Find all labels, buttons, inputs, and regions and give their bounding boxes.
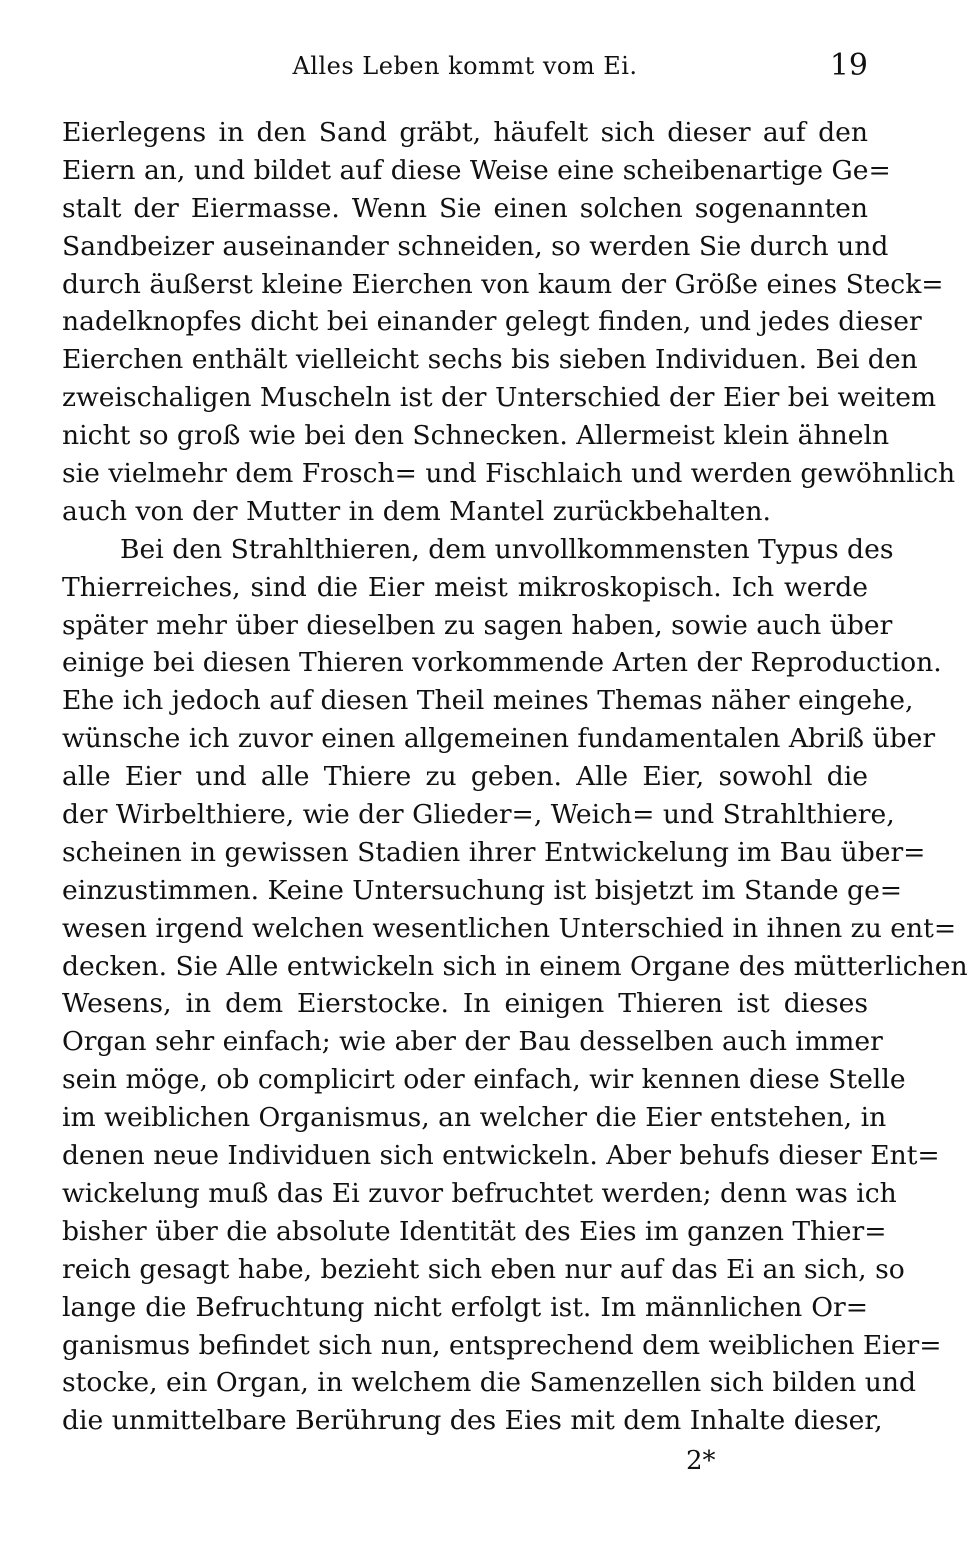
text-line: wickelung muß das Ei zuvor befruchtet werden; denn was ich xyxy=(62,1177,897,1209)
text-line: einige bei diesen Thieren vorkommende Arten der Reproduction. xyxy=(62,647,942,679)
text-line: durch äußerst kleine Eierchen von kaum der Größe eines Steck= xyxy=(62,268,944,300)
text-line: im weiblichen Organismus, an welcher die Eier entstehen, in xyxy=(62,1102,887,1134)
text-line: alle Eier und alle Thiere zu geben. Alle Eier, sowohl die xyxy=(62,761,868,793)
text-line: sein möge, ob complicirt oder einfach, wir kennen diese Stelle xyxy=(62,1064,906,1096)
text-line: scheinen in gewissen Stadien ihrer Entwickelung im Bau über= xyxy=(62,836,926,868)
text-line: bisher über die absolute Identität des Eies im ganzen Thier= xyxy=(62,1215,887,1247)
page-number: 19 xyxy=(829,48,868,83)
text-line: einzustimmen. Keine Untersuchung ist bisjetzt im Stande ge= xyxy=(62,874,903,906)
text-line: Thierreiches, sind die Eier meist mikroskopisch. Ich werde xyxy=(62,571,868,603)
text-line: Eierlegens in den Sand gräbt, häufelt sich dieser auf den xyxy=(62,117,868,148)
text-line: die unmittelbare Berührung des Eies mit dem Inhalte dieser, xyxy=(62,1405,883,1437)
text-line: zweischaligen Muscheln ist der Unterschied der Eier bei weitem xyxy=(62,382,937,414)
text-line: der Wirbelthiere, wie der Glieder=, Weich= und Strahlthiere, xyxy=(62,799,895,831)
text-line: lange die Befruchtung nicht erfolgt ist. Im männlichen Or= xyxy=(62,1291,868,1323)
paragraph-2 xyxy=(62,531,968,1440)
text-line: auch von der Mutter in dem Mantel zurückbehalten. xyxy=(62,495,771,527)
running-head xyxy=(62,48,868,92)
text-line: nadelknopfes dicht bei einander gelegt finden, und jedes dieser xyxy=(62,306,922,338)
body-text xyxy=(62,114,968,1440)
text-line: Sandbeizer auseinander schneiden, so werden Sie durch und xyxy=(62,230,889,262)
text-line: wünsche ich zuvor einen allgemeinen fundamentalen Abriß über xyxy=(62,723,936,755)
running-title: Alles Leben kommt vom Ei. xyxy=(292,52,638,80)
text-line: Organ sehr einfach; wie aber der Bau desselben auch immer xyxy=(62,1026,883,1058)
text-line: wesen irgend welchen wesentlichen Unterschied in ihnen zu ent= xyxy=(62,912,957,944)
text-line: reich gesagt habe, bezieht sich eben nur auf das Ei an sich, so xyxy=(62,1253,905,1285)
text-line: ganismus befindet sich nun, entsprechend dem weiblichen Eier= xyxy=(62,1329,942,1361)
text-line: Eierchen enthält vielleicht sechs bis sieben Individuen. Bei den xyxy=(62,344,918,376)
text-line: Wesens, in dem Eierstocke. In einigen Thieren ist dieses xyxy=(62,988,868,1020)
text-line: Bei den Strahlthieren, dem unvollkommensten Typus des xyxy=(120,533,894,565)
text-line: sie vielmehr dem Frosch= und Fischlaich und werden gewöhnlich xyxy=(62,458,956,490)
text-line: später mehr über dieselben zu sagen haben, sowie auch über xyxy=(62,609,893,641)
text-line: stalt der Eiermasse. Wenn Sie einen solchen sogenannten xyxy=(62,192,868,224)
signature-mark: 2* xyxy=(686,1446,716,1476)
paragraph-1 xyxy=(62,114,956,531)
text-line: decken. Sie Alle entwickeln sich in einem Organe des mütterlichen xyxy=(62,950,968,982)
text-line: denen neue Individuen sich entwickeln. Aber behufs dieser Ent= xyxy=(62,1140,940,1172)
text-line: Ehe ich jedoch auf diesen Theil meines Themas näher eingehe, xyxy=(62,685,914,717)
text-line: Eiern an, und bildet auf diese Weise eine scheibenartige Ge= xyxy=(62,154,891,186)
text-line: nicht so groß wie bei den Schnecken. Allermeist klein ähneln xyxy=(62,420,890,452)
text-line: stocke, ein Organ, in welchem die Samenzellen sich bilden und xyxy=(62,1367,917,1399)
